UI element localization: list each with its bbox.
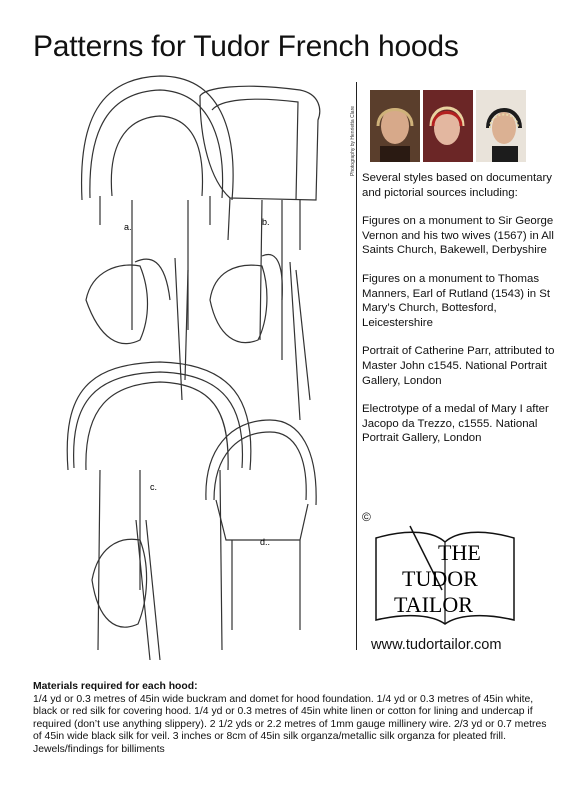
logo-line-3: TAILOR [394, 592, 473, 617]
hood-a-drawing [82, 76, 234, 400]
sources-block [362, 171, 562, 460]
tudor-tailor-logo [370, 520, 520, 630]
source-item: Portrait of Catherine Parr, attributed to Master John c1545. National Portrait Gallery, London [362, 345, 555, 387]
logo-line-1: THE [438, 540, 481, 565]
photo-credit: Photography by Henrietta Clare [350, 105, 356, 176]
logo-line-2: TUDOR [402, 566, 478, 591]
page-title: Patterns for Tudor French hoods [33, 30, 459, 63]
photo-strip [370, 90, 526, 162]
divider-line [356, 82, 357, 650]
photo-model-3 [476, 90, 526, 162]
source-item: Figures on a monument to Thomas Manners, Earl of Rutland (1543) in St Mary’s Church, Bottesford, Leicestershire [362, 272, 551, 329]
materials-text: 1/4 yd or 0.3 metres of 45in wide buckram and domet for hood foundation. 1/4 yd or 0.3 metres of 45in white, black or red silk for covering hood. 1/4 yd or 0.3 metres of 45in white linen or cotton for lining and undercap if required (don’t use anything slippery). 2 1/2 yds or 2.2 metres of 1mm gauge millinery wire. 2/3 yd or 0.7 metres of 45in wide black silk for veil. 3 inches or 8cm of 45in silk organza/metallic silk organza for pleated frill. Jewels/findings for billiments [33, 693, 547, 755]
label-d: d.. [260, 537, 271, 547]
website-url: www.tudortailor.com [371, 637, 502, 653]
label-a: a. [124, 222, 132, 232]
label-b: b. [262, 217, 270, 227]
copyright-symbol: © [362, 510, 371, 524]
source-item: Electrotype of a medal of Mary I after Jacopo da Trezzo, c1555. National Portrait Gallery, London [362, 403, 549, 445]
hood-d-drawing [206, 420, 316, 630]
hood-b-drawing [200, 86, 320, 420]
materials-section [33, 681, 548, 757]
materials-heading: Materials required for each hood: [33, 681, 198, 692]
photo-model-1 [370, 90, 420, 162]
source-item: Figures on a monument to Sir George Vernon and his two wives (1567) in All Saints Church, Bakewell, Derbyshire [362, 215, 554, 257]
label-c: c. [150, 482, 158, 492]
photo-model-2 [423, 90, 473, 162]
sources-intro: Several styles based on documentary and pictorial sources including: [362, 172, 552, 199]
hood-c-drawing [67, 362, 251, 660]
